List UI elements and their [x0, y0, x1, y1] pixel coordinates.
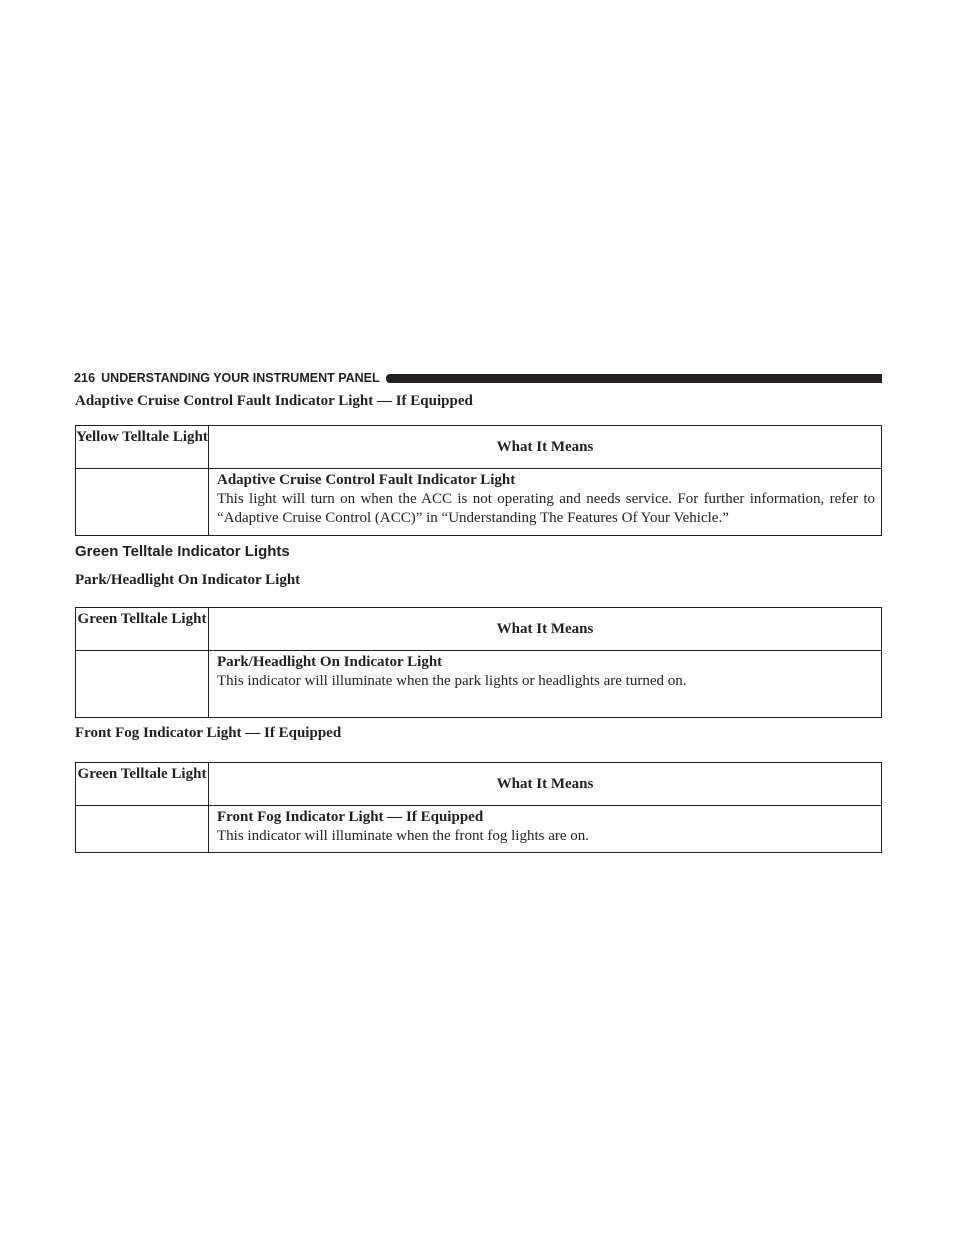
meaning-cell: [209, 806, 882, 853]
row-text: This indicator will illuminate when the front fog lights are on.: [217, 828, 590, 844]
row-title: Front Fog Indicator Light — If Equipped: [217, 809, 484, 825]
row-title: Park/Headlight On Indicator Light: [217, 654, 443, 670]
col-meaning-header: What It Means: [209, 426, 882, 469]
col-meaning-header: What It Means: [209, 608, 882, 651]
row-title: Adaptive Cruise Control Fault Indicator Light: [217, 472, 516, 488]
table-header-row: [76, 608, 882, 651]
col-telltale-header: Green Telltale Light: [76, 763, 209, 806]
table-header-row: [76, 763, 882, 806]
row-text: This light will turn on when the ACC is not operating and needs service. For further information, refer to “Adaptive Cruise Control (ACC)” in “Understanding The Features Of Your Vehicle.”: [217, 491, 875, 526]
col-telltale-header: Green Telltale Light: [76, 608, 209, 651]
table-row: [76, 651, 882, 718]
telltale-icon-cell: [76, 651, 209, 718]
table-header-row: [76, 426, 882, 469]
front-fog-table: [75, 762, 882, 853]
col-telltale-header: Yellow Telltale Light: [76, 426, 209, 469]
row-text: This indicator will illuminate when the park lights or headlights are turned on.: [217, 673, 687, 689]
header-rule: [386, 374, 882, 383]
page-header: [74, 370, 882, 386]
green-telltale-heading: Green Telltale Indicator Lights: [75, 543, 290, 560]
meaning-cell: [209, 651, 882, 718]
telltale-icon-cell: [76, 806, 209, 853]
section-title: UNDERSTANDING YOUR INSTRUMENT PANEL: [101, 371, 380, 385]
front-fog-heading: Front Fog Indicator Light — If Equipped: [75, 725, 342, 741]
park-headlight-heading: Park/Headlight On Indicator Light: [75, 572, 301, 588]
table-row: [76, 469, 882, 536]
col-meaning-header: What It Means: [209, 763, 882, 806]
page-number: 216: [74, 371, 96, 385]
acc-fault-table: [75, 425, 882, 536]
table-row: [76, 806, 882, 853]
park-headlight-table: [75, 607, 882, 718]
meaning-cell: [209, 469, 882, 536]
telltale-icon-cell: [76, 469, 209, 536]
acc-fault-heading: Adaptive Cruise Control Fault Indicator Light — If Equipped: [75, 393, 473, 409]
